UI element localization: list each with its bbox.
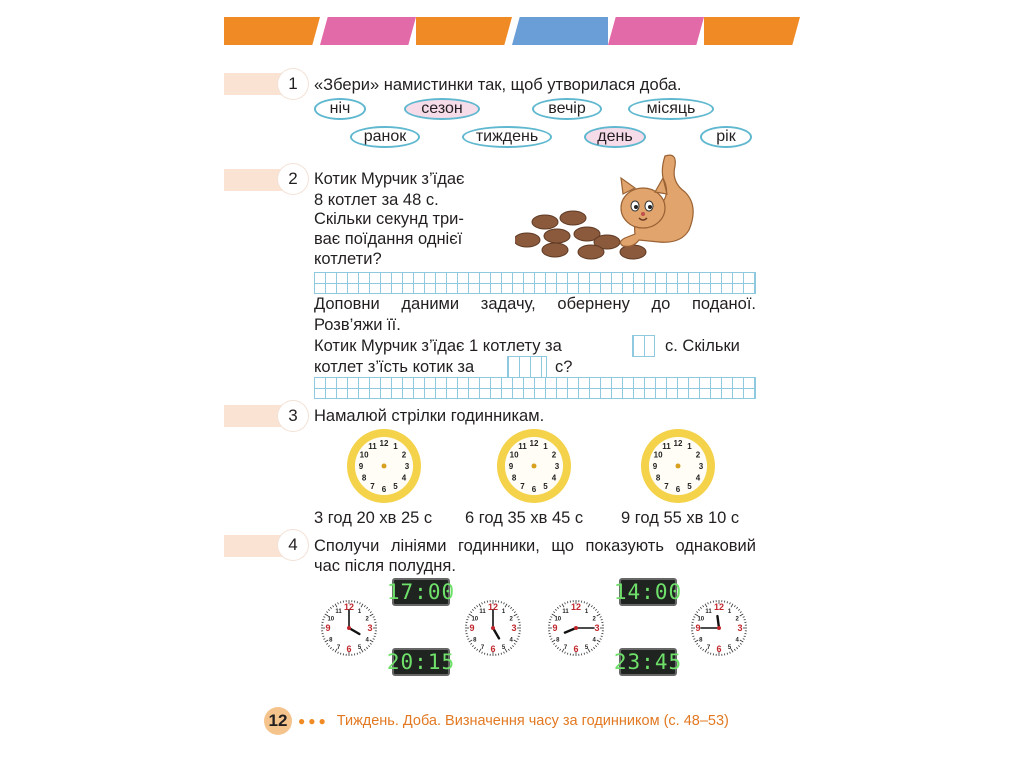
svg-text:7: 7	[370, 481, 375, 491]
svg-text:12: 12	[379, 439, 389, 448]
svg-text:5: 5	[543, 481, 548, 491]
task-number: 1	[278, 69, 308, 99]
svg-text:1: 1	[501, 608, 506, 615]
task-2-paragraph: котлет з’їсть котик за	[314, 358, 475, 376]
bead[interactable]: місяць	[628, 98, 714, 120]
gold-clock-face[interactable]	[347, 429, 421, 503]
svg-text:12: 12	[343, 602, 355, 612]
svg-text:7: 7	[706, 645, 711, 652]
bead[interactable]: тиждень	[462, 126, 552, 148]
svg-text:3: 3	[594, 623, 600, 633]
svg-text:12: 12	[529, 439, 539, 448]
svg-text:8: 8	[699, 637, 703, 644]
task-2-line: ває поїдання однієї	[314, 230, 463, 248]
clock-caption: 9 год 55 хв 10 с	[621, 509, 740, 527]
digital-clock[interactable]: 23:45	[613, 650, 683, 674]
svg-text:7: 7	[563, 645, 568, 652]
svg-text:5: 5	[727, 645, 732, 652]
svg-text:11: 11	[662, 442, 671, 452]
svg-text:1: 1	[687, 442, 692, 452]
svg-text:3: 3	[404, 462, 410, 471]
svg-text:4: 4	[592, 637, 596, 644]
svg-text:10: 10	[509, 450, 519, 460]
svg-text:4: 4	[509, 637, 513, 644]
svg-text:1: 1	[357, 608, 362, 615]
bead[interactable]: ніч	[314, 98, 366, 120]
clock-caption: 3 год 20 хв 25 с	[314, 509, 433, 527]
svg-text:5: 5	[687, 481, 692, 491]
digital-clock[interactable]: 17:00	[386, 580, 456, 604]
task-1-text: «Збери» намистинки так, щоб утворилася доба.	[314, 76, 682, 94]
svg-text:3: 3	[554, 462, 560, 471]
svg-text:11: 11	[368, 442, 377, 452]
red-clock-face[interactable]	[541, 593, 611, 663]
svg-text:1: 1	[543, 442, 548, 452]
page-number: 12	[264, 707, 292, 735]
task-number: 4	[278, 530, 308, 560]
svg-text:8: 8	[473, 637, 477, 644]
svg-text:6: 6	[346, 644, 352, 654]
svg-text:9: 9	[695, 623, 701, 633]
svg-text:2: 2	[401, 450, 407, 460]
task-2-line: Котик Мурчик з’їдає	[314, 170, 465, 188]
svg-text:9: 9	[508, 462, 514, 471]
svg-text:8: 8	[655, 473, 661, 483]
cat-cutlets-illustration	[515, 152, 715, 264]
svg-text:1: 1	[393, 442, 398, 452]
task-4-text: Сполучи лініями годинники, що показують однаковий	[314, 537, 756, 555]
gold-clock-face[interactable]	[641, 429, 715, 503]
task-2-paragraph: с?	[555, 358, 573, 376]
svg-text:9: 9	[325, 623, 331, 633]
svg-text:9: 9	[469, 623, 475, 633]
svg-text:4: 4	[401, 473, 407, 483]
digital-clock[interactable]: 14:00	[613, 580, 683, 604]
bead[interactable]: ранок	[350, 126, 420, 148]
svg-text:12: 12	[570, 602, 582, 612]
svg-text:7: 7	[480, 645, 485, 652]
svg-text:4: 4	[551, 473, 557, 483]
svg-text:3: 3	[698, 462, 704, 471]
svg-text:9: 9	[652, 462, 658, 471]
red-clock-face[interactable]	[684, 593, 754, 663]
red-clock-face[interactable]	[458, 593, 528, 663]
svg-text:10: 10	[653, 450, 663, 460]
svg-text:5: 5	[501, 645, 506, 652]
svg-text:11: 11	[335, 608, 342, 615]
footer-title: Тиждень. Доба. Визначення часу за годинником (с. 48–53)	[336, 713, 729, 729]
answer-grid[interactable]	[314, 272, 756, 294]
digital-clock[interactable]: 20:15	[386, 650, 456, 674]
svg-text:4: 4	[365, 637, 369, 644]
bead[interactable]: день	[584, 126, 646, 148]
footer-dots: ●●●	[298, 714, 329, 728]
svg-text:7: 7	[520, 481, 525, 491]
bead[interactable]: вечір	[532, 98, 602, 120]
task-2-line: Скільки секунд три-	[314, 210, 464, 228]
svg-text:5: 5	[584, 645, 589, 652]
clock-caption: 6 год 35 хв 45 с	[465, 509, 584, 527]
task-2-paragraph: Котик Мурчик з’їдає 1 котлету за	[314, 337, 562, 355]
task-4-text: час після полудня.	[314, 557, 456, 575]
svg-text:2: 2	[735, 616, 739, 623]
svg-text:4: 4	[695, 473, 701, 483]
task-2-paragraph: с. Скільки	[665, 337, 740, 355]
svg-text:8: 8	[511, 473, 517, 483]
svg-text:2: 2	[592, 616, 596, 623]
top-color-band	[224, 17, 800, 45]
svg-text:4: 4	[735, 637, 739, 644]
task-2-paragraph: Розв’яжи її.	[314, 316, 401, 334]
svg-text:9: 9	[358, 462, 364, 471]
svg-text:6: 6	[675, 485, 681, 494]
answer-box[interactable]	[632, 335, 655, 357]
svg-text:3: 3	[511, 623, 517, 633]
svg-text:8: 8	[329, 637, 333, 644]
svg-text:1: 1	[584, 608, 589, 615]
svg-text:7: 7	[664, 481, 669, 491]
task-number: 3	[278, 401, 308, 431]
task-number: 2	[278, 164, 308, 194]
svg-text:2: 2	[695, 450, 701, 460]
task-2-line: котлети?	[314, 250, 382, 268]
answer-box[interactable]	[507, 356, 547, 378]
svg-text:10: 10	[471, 616, 479, 623]
svg-text:10: 10	[697, 616, 705, 623]
red-clock-face[interactable]	[314, 593, 384, 663]
task-3-text: Намалюй стрілки годинникам.	[314, 407, 545, 425]
bead[interactable]: рік	[700, 126, 752, 148]
answer-grid[interactable]	[314, 377, 756, 399]
svg-text:10: 10	[554, 616, 562, 623]
svg-text:8: 8	[361, 473, 367, 483]
task-2-paragraph: Доповни даними задачу, обернену до поданої.	[314, 295, 756, 313]
svg-text:11: 11	[518, 442, 527, 452]
svg-text:3: 3	[737, 623, 743, 633]
page-footer	[264, 707, 729, 735]
svg-text:8: 8	[556, 637, 560, 644]
svg-text:11: 11	[479, 608, 486, 615]
task-2-line: 8 котлет за 48 с.	[314, 191, 439, 209]
svg-text:2: 2	[365, 616, 369, 623]
bead[interactable]: сезон	[404, 98, 480, 120]
svg-text:12: 12	[673, 439, 683, 448]
svg-text:7: 7	[336, 645, 341, 652]
svg-text:2: 2	[509, 616, 513, 623]
svg-text:9: 9	[552, 623, 558, 633]
svg-text:6: 6	[573, 644, 579, 654]
svg-text:5: 5	[357, 645, 362, 652]
svg-text:10: 10	[327, 616, 335, 623]
svg-text:10: 10	[359, 450, 369, 460]
svg-text:12: 12	[713, 602, 725, 612]
svg-text:6: 6	[490, 644, 496, 654]
svg-text:11: 11	[562, 608, 569, 615]
svg-text:5: 5	[393, 481, 398, 491]
svg-text:6: 6	[381, 485, 387, 494]
svg-text:3: 3	[367, 623, 373, 633]
svg-text:6: 6	[716, 644, 722, 654]
svg-text:11: 11	[705, 608, 712, 615]
svg-text:12: 12	[487, 602, 499, 612]
gold-clock-face[interactable]	[497, 429, 571, 503]
svg-text:1: 1	[727, 608, 732, 615]
svg-text:2: 2	[551, 450, 557, 460]
svg-text:6: 6	[531, 485, 537, 494]
